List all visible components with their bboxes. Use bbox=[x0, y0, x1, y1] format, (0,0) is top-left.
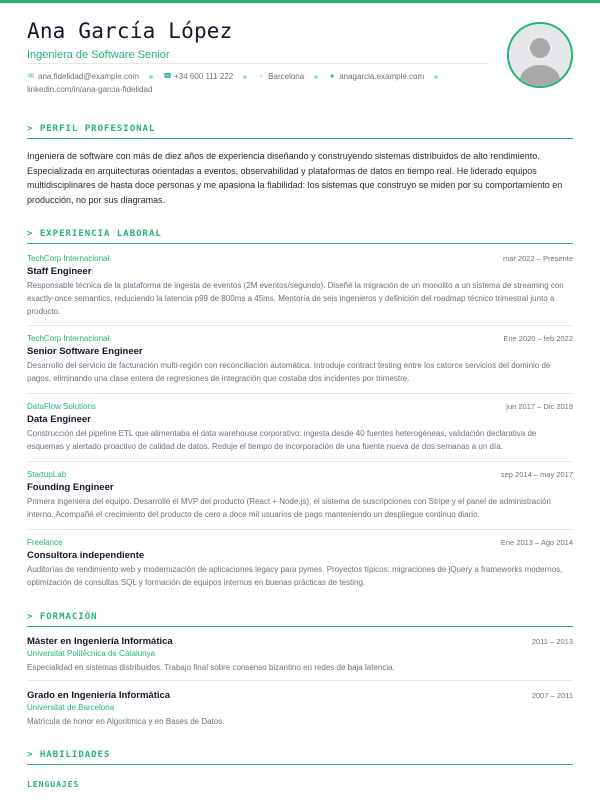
avatar bbox=[507, 22, 573, 88]
experience-role: Consultora independiente bbox=[27, 550, 145, 561]
globe-icon: ● bbox=[330, 73, 335, 80]
education-dates: 2007 – 2011 bbox=[531, 691, 573, 700]
experience-item bbox=[27, 401, 573, 454]
avatar-placeholder-icon bbox=[509, 24, 571, 86]
education-description: Especialidad en sistemas distribuidos. Trabajo final sobre consenso bizantino en redes de baja latencia. bbox=[27, 663, 395, 672]
education-degree: Grado en Ingeniería Informática bbox=[27, 690, 171, 701]
experience-dates: jun 2017 – Dic 2019 bbox=[506, 402, 573, 411]
experience-company: StartupLab bbox=[27, 470, 67, 479]
experience-description: Desarrollo del servicio de facturación multi-región con reconciliación automática. Introduje contract testing entre los catorce servicios del dominio de pagos, eliminando una clase entera de regresiones de integración que costaba dos incidentes por trimestre. bbox=[27, 361, 551, 383]
experience-description: Auditorías de rendimiento web y modernización de aplicaciones legacy para pymes. Proyectos típicos: migraciones de jQuery a frameworks modernos, optimización de consultas SQL y formación de equipos internos en buenas prácticas de testing. bbox=[27, 565, 563, 587]
experience-item bbox=[27, 469, 573, 522]
top-accent-bar bbox=[0, 0, 600, 3]
experience-dates: Ene 2020 – feb 2022 bbox=[503, 334, 573, 343]
location-icon: › bbox=[260, 73, 263, 80]
education-description: Matrícula de honor en Algoritmica y en Bases de Datos. bbox=[27, 717, 225, 726]
contact-separator bbox=[434, 75, 438, 79]
experience-description: Responsable técnica de la plataforma de ingesta de eventos (2M eventos/segundo). Diseñé la migración de un monolito a un sistema de streaming con exactly-once semantics, reduciendo la latencia p99 de 800ms a 45ms. Mentoría de seis ingenieros y definición del roadmap técnico trimestral junto a producto. bbox=[27, 281, 564, 316]
contact-separator bbox=[314, 75, 318, 79]
experience-dates: mar 2022 – Presente bbox=[502, 254, 573, 263]
section-title-education: > FORMACIÓN bbox=[27, 612, 573, 627]
education-school: Universitat de Barcelona bbox=[27, 703, 115, 712]
experience-dates: Ene 2013 – Ago 2014 bbox=[500, 538, 573, 547]
experience-divider bbox=[27, 393, 573, 394]
education-item bbox=[27, 689, 573, 728]
header bbox=[27, 18, 497, 94]
experience-role: Founding Engineer bbox=[27, 482, 114, 493]
experience-role: Staff Engineer bbox=[27, 266, 92, 277]
education-item bbox=[27, 635, 573, 674]
experience-company: Freelance bbox=[27, 538, 63, 547]
section-title-experience: > EXPERIENCIA LABORAL bbox=[27, 229, 573, 244]
contact-separator bbox=[243, 75, 247, 79]
experience-divider bbox=[27, 529, 573, 530]
contact-email[interactable]: ✉ ana.fidelidad@example.com bbox=[28, 72, 140, 81]
experience-company: TechCorp Internacional bbox=[27, 334, 110, 343]
education-school: Universitat Politècnica de Catalunya bbox=[27, 649, 156, 658]
profile-summary: Ingeniera de software con más de diez años de experiencia diseñando y construyendo sistemas distribuidos de alto rendimiento. Especializada en arquitecturas orientadas a eventos, observabilidad y plataformas de datos en tiempo real. He liderado equipos multidisciplinares de hasta doce personas y me apasiona la fiabilidad: los sistemas que construyo se miden por su comportamiento en producción, no por sus diagramas. bbox=[27, 151, 563, 205]
candidate-role: Ingeniera de Software Senior bbox=[27, 49, 170, 61]
experience-item bbox=[27, 537, 573, 590]
experience-dates: sep 2014 – may 2017 bbox=[500, 470, 573, 479]
experience-divider bbox=[27, 325, 573, 326]
experience-description: Construcción del pipeline ETL que alimentaba el data warehouse corporativo: ingesta desde 40 fuentes heterogéneas, validación declarativa de esquemas y alertado proactivo de calidad de datos. Reduje el tiempo de incorporación de una fuente nueva de dos semanas a un día. bbox=[27, 429, 537, 451]
education-divider bbox=[27, 680, 573, 681]
header-divider bbox=[27, 63, 489, 64]
contact-phone[interactable]: ☎ +34 600 111 222 bbox=[163, 72, 234, 81]
phone-icon: ☎ bbox=[163, 73, 172, 80]
contact-separator bbox=[149, 75, 153, 79]
contact-website[interactable]: ● anagarcia.example.com bbox=[330, 72, 425, 81]
contact-location: › Barcelona bbox=[257, 70, 304, 83]
experience-role: Senior Software Engineer bbox=[27, 346, 143, 357]
skills-languages-title: LENGUAJES bbox=[27, 780, 80, 789]
experience-company: DataFlow Solutions bbox=[27, 402, 96, 411]
experience-item bbox=[27, 333, 573, 386]
candidate-name: Ana García López bbox=[27, 19, 233, 43]
section-title-skills: > HABILIDADES bbox=[27, 750, 573, 765]
experience-item bbox=[27, 253, 573, 318]
email-icon: ✉ bbox=[28, 73, 34, 80]
experience-description: Primera ingeniera del equipo. Desarrollé el MVP del producto (React + Node.js), el sistema de suscripciones con Stripe y el panel de administración interno. Acompañé el crecimiento del producto de cero a doce mil usuarios de pago manteniendo un despliegue continuo diario. bbox=[27, 497, 551, 519]
experience-company: TechCorp Internacional bbox=[27, 254, 110, 263]
contact-info bbox=[27, 70, 497, 96]
contact-linkedin[interactable]: linkedin.com/in/ana-garcia-fidelidad bbox=[27, 85, 153, 94]
experience-role: Data Engineer bbox=[27, 414, 91, 425]
education-dates: 2011 – 2013 bbox=[531, 637, 573, 646]
education-degree: Máster en Ingeniería Informática bbox=[27, 636, 173, 647]
experience-divider bbox=[27, 461, 573, 462]
section-title-profile: > PERFIL PROFESIONAL bbox=[27, 124, 573, 139]
